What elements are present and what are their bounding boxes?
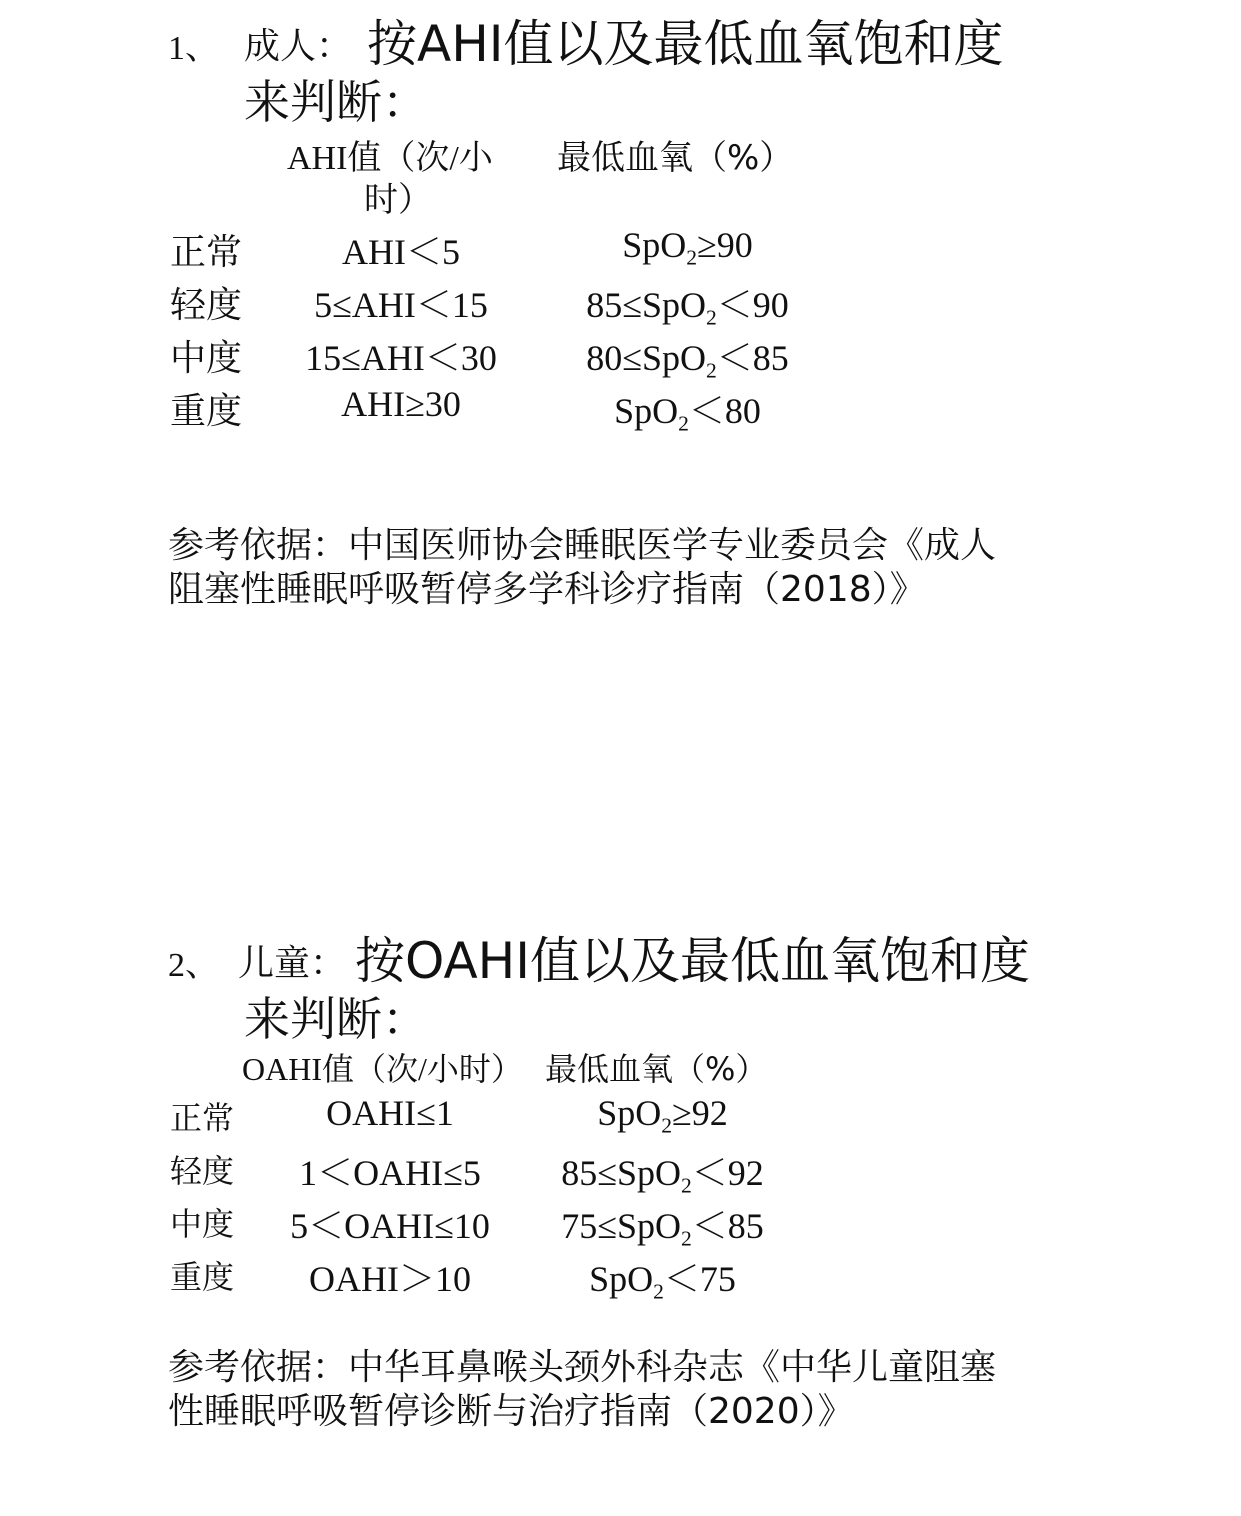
spo2-range: 80≤SpO$_2$＜85 xyxy=(586,338,789,383)
header-oahi: OAHI值（次/小时） xyxy=(242,1051,523,1087)
header-ahi-unit: 时） xyxy=(364,182,432,219)
header-spo2: 最低血氧（%） xyxy=(545,1050,768,1088)
spo2-range: 75≤SpO$_2$＜85 xyxy=(561,1206,764,1251)
grade-label: 轻度 xyxy=(170,1152,235,1190)
reference-note xyxy=(168,524,996,612)
reference-line: 参考依据：中华耳鼻喉头颈外科杂志《中华儿童阻塞 xyxy=(168,1347,997,1388)
spo2-range: SpO$_2$＜75 xyxy=(589,1259,736,1304)
spo2-range: SpO$_2$≥92 xyxy=(597,1093,728,1138)
oahi-range: 5＜OAHI≤10 xyxy=(290,1206,490,1246)
oahi-range: OAHI≤1 xyxy=(326,1093,454,1133)
section-title-continued: 来判断： xyxy=(244,75,428,129)
section-title: 按AHI值以及最低血氧饱和度 xyxy=(367,15,1004,73)
grade-label: 重度 xyxy=(170,1258,235,1296)
section-number: 1、 xyxy=(168,30,219,67)
section-title-continued: 来判断： xyxy=(244,992,428,1046)
grade-label: 正常 xyxy=(170,232,243,273)
section-subject: 儿童： xyxy=(238,943,347,984)
section-number: 2、 xyxy=(168,947,219,984)
spo2-range: 85≤SpO$_2$＜92 xyxy=(561,1153,764,1198)
reference-note xyxy=(168,1346,996,1434)
grade-label: 轻度 xyxy=(170,285,243,326)
ahi-range: AHI＜5 xyxy=(342,232,460,272)
reference-line: 参考依据：中国医师协会睡眠医学专业委员会《成人 xyxy=(168,525,997,566)
spo2-range: 85≤SpO$_2$＜90 xyxy=(586,285,789,330)
ahi-range: AHI≥30 xyxy=(341,384,461,424)
grade-label: 正常 xyxy=(170,1099,235,1137)
ahi-range: 15≤AHI＜30 xyxy=(305,338,497,378)
grade-label: 重度 xyxy=(170,391,243,432)
ahi-range: 5≤AHI＜15 xyxy=(314,285,488,325)
spo2-range: SpO$_2$＜80 xyxy=(614,391,761,436)
section-subject: 成人： xyxy=(244,26,353,67)
section-title: 按OAHI值以及最低血氧饱和度 xyxy=(355,932,1031,990)
header-ahi: AHI值（次/小 xyxy=(287,140,493,177)
oahi-range: OAHI＞10 xyxy=(309,1259,471,1299)
header-spo2: 最低血氧（%） xyxy=(557,138,794,178)
spo2-range: SpO$_2$≥90 xyxy=(622,225,753,270)
grade-label: 中度 xyxy=(170,338,243,379)
reference-line: 阻塞性睡眠呼吸暂停多学科诊疗指南（2018）》 xyxy=(168,569,926,610)
grade-label: 中度 xyxy=(170,1205,235,1243)
reference-line: 性睡眠呼吸暂停诊断与治疗指南（2020）》 xyxy=(168,1391,854,1432)
oahi-range: 1＜OAHI≤5 xyxy=(299,1153,481,1193)
